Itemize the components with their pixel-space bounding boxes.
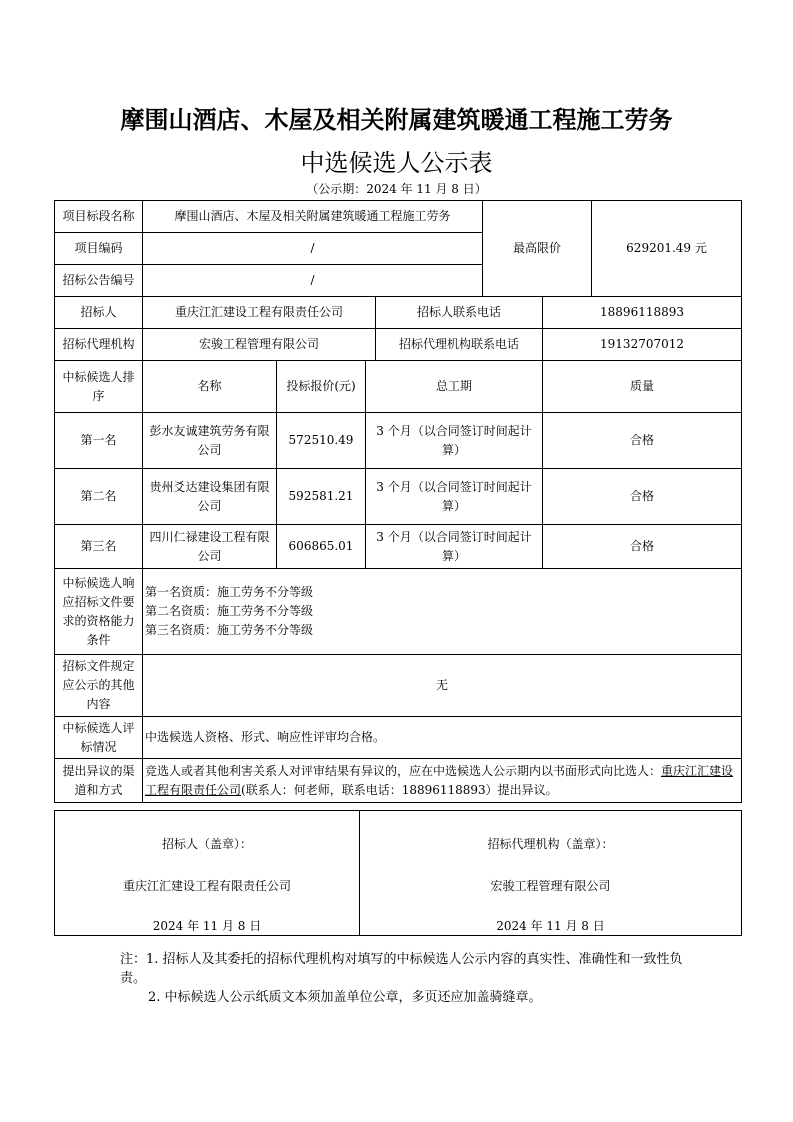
- objection-text: 竞选人或者其他利害关系人对评审结果有异议的，应在中选候选人公示期内以书面形式向比选人：: [145, 763, 662, 778]
- document-title: 摩围山酒店、木屋及相关附属建筑暖通工程施工劳务: [120, 106, 673, 134]
- tenderer-seal-title: 招标人（盖章）：: [161, 837, 252, 851]
- quality-header: 质量: [543, 361, 742, 413]
- qualification-line: 第三名资质：施工劳务不分等级: [145, 623, 314, 637]
- notice-number-value: /: [143, 265, 483, 297]
- candidate-price: 592581.21: [277, 469, 366, 525]
- agency-phone-value: 19132707012: [543, 329, 742, 361]
- qualification-label: 中标候选人响应招标文件要求的资格能力条件: [55, 569, 143, 655]
- tenderer-seal-org: 重庆江汇建设工程有限责任公司: [122, 879, 291, 893]
- objection-contact-org: 重庆江汇建设工程有限责任公司: [145, 763, 734, 797]
- candidate-duration: 3 个月（以合同签订时间起计算）: [366, 413, 543, 469]
- duration-header: 总工期: [366, 361, 543, 413]
- notes: [120, 950, 690, 1007]
- rank-header: 中标候选人排序: [55, 361, 143, 413]
- qualification-line: 第一名资质：施工劳务不分等级: [145, 585, 314, 599]
- objection-contact: (联系人：何老师，联系电话：18896118893）提出异议。: [241, 782, 558, 797]
- candidate-rank: 第一名: [55, 413, 143, 469]
- agency-label: 招标代理机构: [55, 329, 143, 361]
- candidate-quality: 合格: [543, 525, 742, 569]
- tenderer-seal-date: 2024 年 11 月 8 日: [152, 919, 262, 933]
- candidate-name: 彭水友诚建筑劳务有限公司: [143, 413, 277, 469]
- publicity-date: （公示期：2024 年 11 月 8 日）: [306, 182, 487, 196]
- candidate-rank: 第二名: [55, 469, 143, 525]
- project-code-value: /: [143, 233, 483, 265]
- project-name-value: 摩围山酒店、木屋及相关附属建筑暖通工程施工劳务: [143, 201, 483, 233]
- note-1: 注：1. 招标人及其委托的招标代理机构对填写的中标候选人公示内容的真实性、准确性和一致性负责。: [120, 952, 683, 986]
- table-row: [55, 525, 742, 569]
- max-price-label: 最高限价: [483, 201, 592, 297]
- candidate-duration: 3 个月（以合同签订时间起计算）: [366, 525, 543, 569]
- candidate-duration: 3 个月（以合同签订时间起计算）: [366, 469, 543, 525]
- other-content-value: 无: [143, 655, 742, 717]
- other-content-label: 招标文件规定应公示的其他内容: [55, 655, 143, 717]
- candidate-price: 572510.49: [277, 413, 366, 469]
- tenderer-phone-value: 18896118893: [543, 297, 742, 329]
- candidate-rank: 第三名: [55, 525, 143, 569]
- table-row: [55, 469, 742, 525]
- candidate-quality: 合格: [543, 469, 742, 525]
- qualification-value: [143, 569, 742, 655]
- agency-seal-org: 宏骏工程管理有限公司: [490, 879, 611, 893]
- candidate-table: [54, 200, 742, 803]
- agency-signature: [360, 811, 742, 936]
- project-name-label: 项目标段名称: [55, 201, 143, 233]
- agency-seal-title: 招标代理机构（盖章）：: [487, 837, 614, 851]
- agency-phone-label: 招标代理机构联系电话: [376, 329, 543, 361]
- objection-label: 提出异议的渠道和方式: [55, 759, 143, 803]
- candidate-name: 四川仁禄建设工程有限公司: [143, 525, 277, 569]
- qualification-line: 第二名资质：施工劳务不分等级: [145, 604, 314, 618]
- evaluation-value: 中选候选人资格、形式、响应性评审均合格。: [143, 717, 742, 759]
- tenderer-label: 招标人: [55, 297, 143, 329]
- tenderer-signature: [55, 811, 360, 936]
- project-code-label: 项目编码: [55, 233, 143, 265]
- candidate-name: 贵州爻达建设集团有限公司: [143, 469, 277, 525]
- candidate-price: 606865.01: [277, 525, 366, 569]
- signature-table: [54, 810, 742, 936]
- agency-value: 宏骏工程管理有限公司: [143, 329, 376, 361]
- tenderer-phone-label: 招标人联系电话: [376, 297, 543, 329]
- table-row: [55, 413, 742, 469]
- name-header: 名称: [143, 361, 277, 413]
- max-price-value: 629201.49 元: [592, 201, 742, 297]
- agency-seal-date: 2024 年 11 月 8 日: [496, 919, 605, 933]
- document-subtitle: 中选候选人公示表: [300, 149, 493, 177]
- notice-number-label: 招标公告编号: [55, 265, 143, 297]
- note-2: 2. 中标候选人公示纸质文本须加盖单位公章，多页还应加盖骑缝章。: [148, 990, 542, 1005]
- tenderer-value: 重庆江汇建设工程有限责任公司: [143, 297, 376, 329]
- objection-value: [143, 759, 742, 803]
- price-header: 投标报价(元): [277, 361, 366, 413]
- evaluation-label: 中标候选人评标情况: [55, 717, 143, 759]
- candidate-quality: 合格: [543, 413, 742, 469]
